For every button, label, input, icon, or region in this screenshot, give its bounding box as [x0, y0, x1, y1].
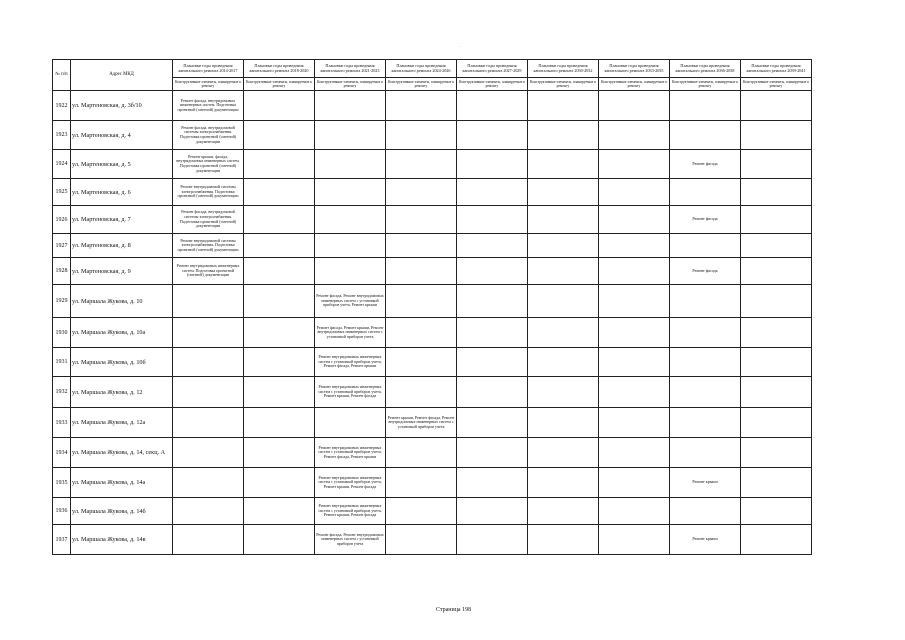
row-address: ул. Мартеновская, д. 7 [71, 206, 173, 234]
subheader-cell: Конструктивные элементы, планируемые к ремонту [528, 78, 599, 91]
repair-cell [244, 498, 315, 525]
row-address: ул. Маршала Жукова, д. 14б [71, 498, 173, 525]
repair-cell [670, 234, 741, 258]
table-row [53, 91, 812, 121]
table-row [53, 206, 812, 234]
repair-cell [599, 285, 670, 318]
row-address: ул. Маршала Жукова, д. 12 [71, 377, 173, 408]
repair-cell [528, 525, 599, 555]
row-number: 1933 [53, 408, 71, 438]
table-row [53, 318, 812, 348]
repair-cell [244, 318, 315, 348]
row-number: 1930 [53, 318, 71, 348]
repair-cell [315, 91, 386, 121]
repair-cell [599, 91, 670, 121]
repair-cell [244, 348, 315, 377]
repair-cell: Ремонт фасада, Ремонт крыши, Ремонт внутридомовых инженерных систем с установкой приборов учета [315, 318, 386, 348]
subheader-cell: Конструктивные элементы, планируемые к ремонту [173, 78, 244, 91]
repair-cell [386, 91, 457, 121]
repair-cell [528, 258, 599, 285]
repair-cell [741, 408, 812, 438]
repair-cell: Ремонт внутридомовых инженерных систем с установкой приборов учета, Ремонт фасада, Ремонт крыши [315, 348, 386, 377]
repair-cell [457, 91, 528, 121]
repair-cell [670, 438, 741, 468]
repair-cell: Ремонт фасада [670, 150, 741, 179]
repair-cell [244, 179, 315, 206]
repair-cell [741, 234, 812, 258]
repair-cell: Ремонт внутридомовых инженерных систем с установкой приборов учета, Ремонт крыши, Ремонт фасада [315, 468, 386, 498]
header-period: Плановые годы проведения капитального ремонта 2033-2035 [599, 60, 670, 78]
repair-cell [457, 258, 528, 285]
repair-cell: Ремонт внутридомовых инженерных систем с установкой приборов учета, Ремонт крыши, Ремонт фасада [315, 377, 386, 408]
row-address: ул. Маршала Жукова, д. 10б [71, 348, 173, 377]
repair-cell [741, 285, 812, 318]
repair-cell [457, 408, 528, 438]
repair-cell [173, 318, 244, 348]
repair-cell [528, 206, 599, 234]
repair-cell [741, 525, 812, 555]
repair-cell [244, 91, 315, 121]
table-row [53, 408, 812, 438]
repair-cell [528, 91, 599, 121]
repair-cell [528, 285, 599, 318]
repair-cell [741, 468, 812, 498]
scan-speck: · [460, 44, 462, 49]
repair-cell [528, 179, 599, 206]
repair-cell [315, 408, 386, 438]
header-period: Плановые годы проведения капитального ремонта 2039-2041 [741, 60, 812, 78]
repair-cell [528, 408, 599, 438]
row-number: 1934 [53, 438, 71, 468]
repair-cell [457, 206, 528, 234]
page-number: Страница 198 [436, 607, 472, 613]
row-number: 1929 [53, 285, 71, 318]
header-period: Плановые годы проведения капитального ремонта 2014-2017 [173, 60, 244, 78]
table-row [53, 468, 812, 498]
repair-cell: Ремонт фасада [670, 258, 741, 285]
repair-cell [670, 285, 741, 318]
table-row [53, 258, 812, 285]
repair-cell [599, 377, 670, 408]
repair-cell [386, 285, 457, 318]
repair-cell: Ремонт внутридомовых инженерных систем. Подготовка проектной (сметной) документации [173, 258, 244, 285]
repair-cell [315, 258, 386, 285]
repair-cell [741, 91, 812, 121]
repair-cell [173, 348, 244, 377]
row-address: ул. Маршала Жукова, д. 14в [71, 525, 173, 555]
repair-cell [315, 121, 386, 150]
row-number: 1924 [53, 150, 71, 179]
repair-cell [315, 234, 386, 258]
repair-cell: Ремонт внутридомовой системы электроснабжения. Подготовка проектной (сметной) документации [173, 234, 244, 258]
repair-cell [741, 121, 812, 150]
repair-cell [528, 234, 599, 258]
table-row [53, 150, 812, 179]
header-period: Плановые годы проведения капитального ремонта 2024-2026 [386, 60, 457, 78]
subheader-cell: Конструктивные элементы, планируемые к ремонту [741, 78, 812, 91]
repair-cell [599, 348, 670, 377]
repair-cell: Ремонт крыши [670, 468, 741, 498]
repair-cell [457, 498, 528, 525]
repair-cell [528, 318, 599, 348]
table-row [53, 285, 812, 318]
row-address: ул. Мартеновская, д. 5 [71, 150, 173, 179]
row-number: 1923 [53, 121, 71, 150]
row-number: 1927 [53, 234, 71, 258]
table-row [53, 234, 812, 258]
repair-cell: Ремонт фасада [670, 206, 741, 234]
repair-cell [244, 285, 315, 318]
repair-cell [741, 438, 812, 468]
repair-cell [244, 121, 315, 150]
repair-cell [386, 498, 457, 525]
row-number: 1936 [53, 498, 71, 525]
repair-cell [244, 408, 315, 438]
row-address: ул. Мартеновская, д. 6 [71, 179, 173, 206]
repair-cell: Ремонт фасада, внутридомовых инженерных систем. Подготовка проектной (сметной) документации [173, 91, 244, 121]
repair-cell [599, 234, 670, 258]
subheader-cell: Конструктивные элементы, планируемые к ремонту [386, 78, 457, 91]
repair-cell: Ремонт внутридомовых инженерных систем с установкой приборов учета, Ремонт фасада, Ремонт крыши [315, 438, 386, 468]
repair-cell [670, 179, 741, 206]
repair-cell [457, 234, 528, 258]
table-row [53, 179, 812, 206]
table-row [53, 525, 812, 555]
repair-cell: Ремонт внутридомовых инженерных систем с установкой приборов учета, Ремонт крыши, Ремонт фасада [315, 498, 386, 525]
repair-cell [244, 234, 315, 258]
header-period: Плановые годы проведения капитального ремонта 2021-2023 [315, 60, 386, 78]
subheader-cell: Конструктивные элементы, планируемые к ремонту [315, 78, 386, 91]
subheader-cell: Конструктивные элементы, планируемые к ремонту [244, 78, 315, 91]
row-address: ул. Мартеновская, д. 3б/10 [71, 91, 173, 121]
repair-cell [244, 206, 315, 234]
repair-cell [741, 150, 812, 179]
repair-cell [457, 150, 528, 179]
repair-cell [670, 408, 741, 438]
row-address: ул. Мартеновская, д. 8 [71, 234, 173, 258]
repair-cell: Ремонт фасада, внутридомовой системы электроснабжения. Подготовка проектной (сметной) документации [173, 121, 244, 150]
repair-cell [528, 468, 599, 498]
table-row [53, 498, 812, 525]
repair-cell [528, 377, 599, 408]
repair-cell [599, 525, 670, 555]
repair-cell: Ремонт крыши [670, 525, 741, 555]
repair-cell [599, 258, 670, 285]
repair-cell [173, 377, 244, 408]
row-address: ул. Маршала Жукова, д. 14, секц. А [71, 438, 173, 468]
repair-cell [386, 468, 457, 498]
row-address: ул. Маршала Жукова, д. 14а [71, 468, 173, 498]
subheader-cell: Конструктивные элементы, планируемые к ремонту [670, 78, 741, 91]
repair-cell [599, 121, 670, 150]
repair-cell [315, 179, 386, 206]
repair-cell [315, 150, 386, 179]
row-number: 1935 [53, 468, 71, 498]
row-number: 1931 [53, 348, 71, 377]
repair-cell [457, 377, 528, 408]
repair-cell [457, 348, 528, 377]
subheader-cell: Конструктивные элементы, планируемые к ремонту [599, 78, 670, 91]
repair-cell [386, 150, 457, 179]
repair-cell [670, 377, 741, 408]
repair-cell [741, 206, 812, 234]
header-period: Плановые годы проведения капитального ремонта 2036-2038 [670, 60, 741, 78]
repair-cell [528, 150, 599, 179]
repair-cell: Ремонт внутридомовой системы электроснабжения. Подготовка проектной (сметной) документации [173, 179, 244, 206]
header-period: Плановые годы проведения капитального ремонта 2030-2032 [528, 60, 599, 78]
repair-cell: Ремонт фасада, Ремонт внутридомовых инженерных систем с установкой приборов учета, Ремонт крыши [315, 285, 386, 318]
repair-cell [386, 525, 457, 555]
repair-cell: Ремонт фасада, внутридомовой системы электроснабжения. Подготовка проектной (сметной) документации [173, 206, 244, 234]
row-address: ул. Мартеновская, д. 9 [71, 258, 173, 285]
header-period: Плановые годы проведения капитального ремонта 2018-2020 [244, 60, 315, 78]
repair-cell [386, 234, 457, 258]
repair-cell: Ремонт крыши, фасада, внутридомовых инженерных систем. Подготовка проектной (сметной) документации [173, 150, 244, 179]
repair-cell [457, 525, 528, 555]
repair-cell [386, 318, 457, 348]
repair-cell [244, 150, 315, 179]
repair-cell [173, 525, 244, 555]
repair-cell [741, 258, 812, 285]
repair-cell [244, 377, 315, 408]
repair-cell [670, 318, 741, 348]
repair-cell [386, 206, 457, 234]
repair-cell [173, 285, 244, 318]
repair-cell [599, 438, 670, 468]
repair-cell [528, 121, 599, 150]
repair-cell [386, 179, 457, 206]
repair-cell [528, 438, 599, 468]
row-address: ул. Маршала Жукова, д. 10а [71, 318, 173, 348]
repair-cell [457, 285, 528, 318]
repair-cell [670, 121, 741, 150]
repair-cell: Ремонт крыши, Ремонт фасада, Ремонт внутридомовых инженерных систем с установкой приборов учета [386, 408, 457, 438]
table-row [53, 121, 812, 150]
repair-cell [599, 468, 670, 498]
repair-cell [386, 348, 457, 377]
repair-cell [315, 206, 386, 234]
repair-cell [244, 525, 315, 555]
repair-cell [457, 318, 528, 348]
repair-cell [457, 179, 528, 206]
row-address: ул. Маршала Жукова, д. 12а [71, 408, 173, 438]
repair-cell [741, 348, 812, 377]
repair-cell [173, 408, 244, 438]
repair-cell [457, 438, 528, 468]
repair-cell [244, 438, 315, 468]
header-address: Адрес МКД [71, 60, 173, 91]
repair-cell [670, 498, 741, 525]
header-num: № п/п [53, 60, 71, 91]
repair-cell [173, 498, 244, 525]
repair-cell [741, 498, 812, 525]
repair-cell [173, 468, 244, 498]
repair-cell [670, 91, 741, 121]
row-number: 1922 [53, 91, 71, 121]
repair-cell [599, 498, 670, 525]
repair-cell [528, 498, 599, 525]
header-period: Плановые годы проведения капитального ремонта 2027-2029 [457, 60, 528, 78]
row-address: ул. Маршала Жукова, д. 10 [71, 285, 173, 318]
repair-cell [670, 348, 741, 377]
repair-cell [528, 348, 599, 377]
repair-cell [173, 438, 244, 468]
repair-cell [741, 377, 812, 408]
capital-repair-table [52, 59, 812, 555]
repair-cell [386, 258, 457, 285]
repair-cell [741, 179, 812, 206]
repair-cell [386, 438, 457, 468]
row-number: 1932 [53, 377, 71, 408]
row-address: ул. Мартеновская, д. 4 [71, 121, 173, 150]
repair-cell [386, 377, 457, 408]
repair-cell [599, 179, 670, 206]
row-number: 1925 [53, 179, 71, 206]
table-row [53, 348, 812, 377]
repair-cell [386, 121, 457, 150]
repair-cell [599, 150, 670, 179]
subheader-cell: Конструктивные элементы, планируемые к ремонту [457, 78, 528, 91]
table-row [53, 377, 812, 408]
repair-cell [244, 468, 315, 498]
row-number: 1926 [53, 206, 71, 234]
repair-cell [457, 121, 528, 150]
row-number: 1928 [53, 258, 71, 285]
table-row [53, 438, 812, 468]
repair-cell [599, 318, 670, 348]
repair-cell: Ремонт фасада, Ремонт внутридомовых инженерных систем с установкой приборов учета [315, 525, 386, 555]
repair-cell [244, 258, 315, 285]
repair-cell [457, 468, 528, 498]
repair-cell [599, 408, 670, 438]
repair-cell [599, 206, 670, 234]
row-number: 1937 [53, 525, 71, 555]
repair-cell [741, 318, 812, 348]
